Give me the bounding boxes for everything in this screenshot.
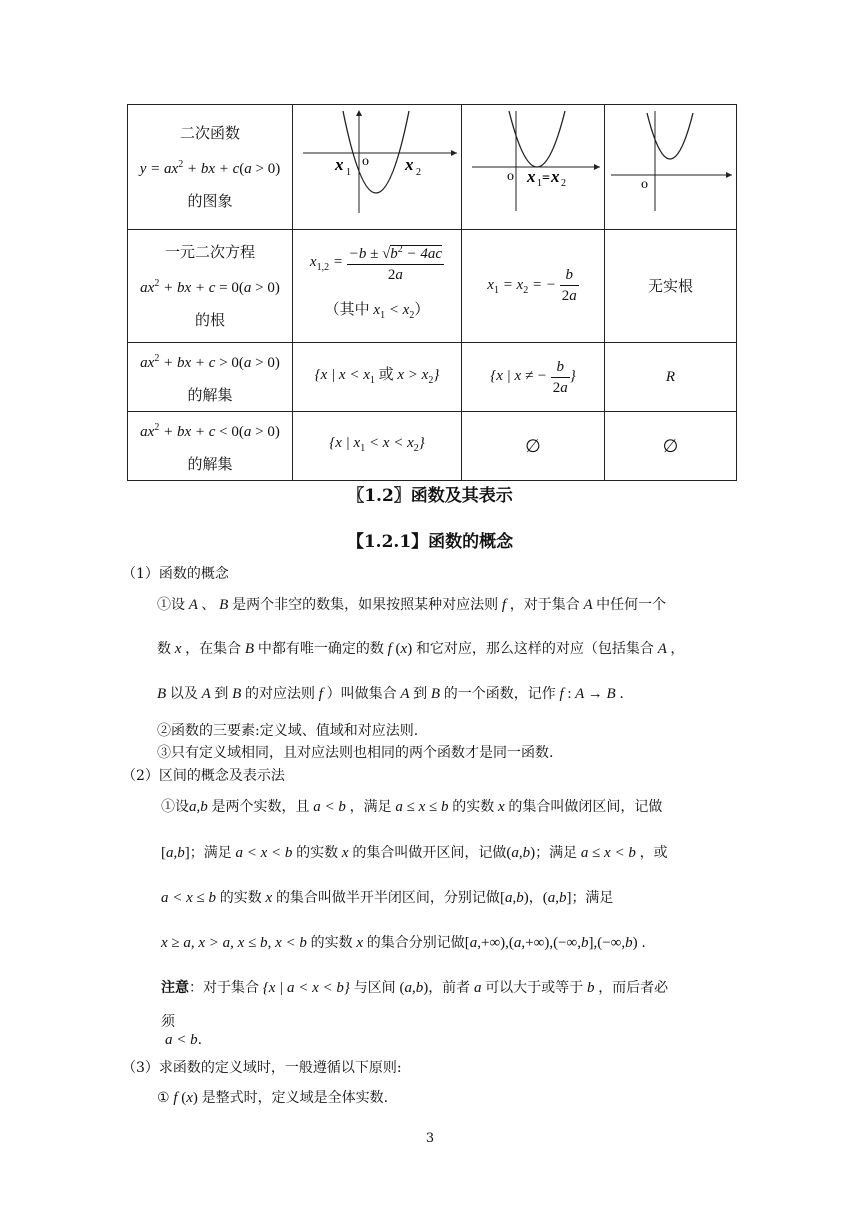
text: 可以大于或等于 bbox=[485, 980, 584, 996]
label-x2: x bbox=[405, 155, 414, 174]
text: ， bbox=[670, 641, 685, 657]
row-label-equation bbox=[128, 230, 293, 343]
text: 到 bbox=[413, 686, 428, 702]
s1-para-line2: 数 x ，在集合 B 中都有唯一确定的数 f (x) 和它对应，那么这样的对应（包括集合 A ， bbox=[157, 641, 685, 657]
note-suffix: ） bbox=[414, 300, 430, 318]
label-x1: x bbox=[527, 167, 536, 186]
function-formula: $y = ax^2$ + bx + c(a > 0) bbox=[139, 159, 281, 177]
double-root-formula: $x_1 = x_2$ = − $\frac{b}{2a}$ bbox=[487, 267, 577, 305]
s1-para-line4: ②函数的三要素:定义域、值域和对应法则. bbox=[157, 723, 419, 739]
text: ① bbox=[157, 1090, 170, 1106]
less-no-root: ∅ bbox=[605, 412, 737, 481]
label-x1-sub: 1 bbox=[346, 167, 351, 178]
label-origin: o bbox=[507, 169, 514, 184]
text: 的实数 bbox=[219, 890, 262, 906]
subsection-heading: 【1.2.1】函数的概念 bbox=[346, 532, 514, 552]
text: 与区间 bbox=[353, 980, 396, 996]
s2-line2: [a,b]；满足 a < x < b 的实数 x 的集合叫做开区间，记做(a,b)；满足 a ≤ x < b ，或 bbox=[161, 845, 668, 861]
text: 的集合叫做开区间，记做 bbox=[352, 845, 507, 861]
note-label: 注意 bbox=[161, 980, 189, 996]
table-row-graphs bbox=[128, 105, 737, 230]
quadratic-table bbox=[127, 104, 737, 481]
text: ，在集合 bbox=[185, 641, 242, 657]
text: ：对于集合 bbox=[189, 980, 259, 996]
text: 以及 bbox=[169, 686, 198, 702]
greater-one-root: {x | x ≠ − $\frac{b}{2a}$ } bbox=[462, 343, 605, 412]
row-label-greater bbox=[128, 343, 293, 412]
label-line: 的解集 bbox=[187, 386, 233, 404]
label-x2: x bbox=[551, 167, 560, 186]
inequality-greater: $ax^2$ + bx + c > 0(a > 0) bbox=[140, 353, 280, 371]
roots-note: （其中 $x_1 < x_2$） bbox=[324, 300, 430, 321]
less-one-root: ∅ bbox=[462, 412, 605, 481]
label-eq: = bbox=[542, 171, 550, 186]
label-line: 的图象 bbox=[187, 192, 233, 210]
text: ，而后者必 bbox=[598, 980, 669, 996]
text: . bbox=[619, 686, 624, 702]
s2-note: 注意：对于集合 {x | a < x < b} 与区间 (a,b)，前者 a 可以大于或等于 b ，而后者必 bbox=[161, 980, 669, 996]
quadratic-formula: $x_{1,2}$ = $\frac{-b \pm √b^2 - 4ac}{2a}$ bbox=[293, 240, 461, 285]
text: ，前者 bbox=[428, 980, 471, 996]
text: ①设 bbox=[161, 799, 189, 815]
parabola-one-root-svg bbox=[462, 105, 604, 218]
graph-no-root bbox=[605, 105, 737, 230]
text: ；满足 bbox=[571, 890, 614, 906]
label-x2-sub: 2 bbox=[561, 178, 566, 189]
parabola-no-root-svg bbox=[605, 105, 736, 218]
s2-line3: a < x ≤ b 的实数 x 的集合叫做半开半闭区间，分别记做[a,b)，(a,b]；满足 bbox=[161, 890, 614, 906]
or-word: 或 bbox=[378, 364, 394, 383]
table-row-less bbox=[128, 412, 737, 481]
label-line: 的根 bbox=[194, 311, 225, 329]
text: 中都有唯一确定的数 bbox=[257, 641, 384, 657]
s3-title: （3）求函数的定义域时，一般遵循以下原则: bbox=[122, 1060, 402, 1076]
s1-para-line1: ①设 A 、 B 是两个非空的数集，如果按照某种对应法则 f ，对于集合 A 中任何一个 bbox=[157, 597, 667, 613]
text: ，满足 bbox=[349, 799, 392, 815]
text: . bbox=[197, 1032, 203, 1048]
text: 中任何一个 bbox=[596, 597, 667, 613]
text: 的集合叫做闭区间，记做 bbox=[508, 799, 663, 815]
text: 的集合叫做半开半闭区间，分别记做 bbox=[275, 890, 500, 906]
text: ，对于集合 bbox=[509, 597, 580, 613]
section-heading: 〖1.2〗函数及其表示 bbox=[347, 486, 513, 506]
s1-para-line3: B 以及 A 到 B 的对应法则 f ）叫做集合 A 到 B 的一个函数，记作 f : A → B . bbox=[157, 686, 624, 702]
text: 是两个实数，且 bbox=[211, 799, 310, 815]
text: 数 bbox=[157, 641, 171, 657]
double-root-cell bbox=[462, 230, 605, 343]
greater-two-roots: {x | $x < x_1$ 或 $x > x_2$} bbox=[293, 343, 462, 412]
text: ， bbox=[528, 890, 543, 906]
table-row-roots bbox=[128, 230, 737, 343]
label-line: 的解集 bbox=[187, 455, 233, 473]
s2-title: （2）区间的概念及表示法 bbox=[122, 768, 285, 784]
text: ）叫做集合 bbox=[326, 686, 397, 702]
less-two-roots: {x | $x_1 < x < x_2$} bbox=[293, 412, 462, 481]
row-label-function bbox=[128, 105, 293, 230]
inequality-less: $ax^2$ + bx + c < 0(a > 0) bbox=[140, 422, 280, 440]
text: 的对应法则 bbox=[245, 686, 315, 702]
graph-two-roots bbox=[293, 105, 462, 230]
text: ①设 bbox=[157, 597, 185, 613]
table-row-greater bbox=[128, 343, 737, 412]
text: 和它对应，那么这样的对应（包括集合 bbox=[415, 641, 654, 657]
label-x1-sub: 1 bbox=[537, 178, 542, 189]
text: 的实数 bbox=[452, 799, 495, 815]
page-number: 3 bbox=[425, 1131, 435, 1146]
text: ；满足 bbox=[189, 845, 232, 861]
text: ，或 bbox=[639, 845, 668, 861]
text: 到 bbox=[214, 686, 229, 702]
text: 的集合分别记做 bbox=[366, 935, 465, 951]
text: 是两个非空的数集，如果按照某种对应法则 bbox=[232, 597, 499, 613]
label-line: 一元二次方程 bbox=[164, 243, 255, 261]
no-root-cell: 无实根 bbox=[605, 230, 737, 343]
text: 的实数 bbox=[296, 845, 339, 861]
s1-title: （1）函数的概念 bbox=[122, 566, 229, 582]
graph-one-root bbox=[462, 105, 605, 230]
s2-note-end: a < b. bbox=[165, 1032, 203, 1048]
text: . bbox=[641, 935, 646, 951]
note-prefix: （其中 bbox=[324, 300, 370, 318]
label-origin: o bbox=[362, 154, 369, 169]
text: 、 bbox=[201, 597, 216, 613]
text: 的实数 bbox=[310, 935, 353, 951]
parabola-two-roots-svg bbox=[293, 105, 461, 218]
roots-formula-cell bbox=[293, 230, 462, 343]
s2-note-cont: 须 bbox=[161, 1014, 175, 1030]
label-x1: x bbox=[335, 155, 344, 174]
equation-formula: $ax^2$ + bx + c = 0(a > 0) bbox=[140, 278, 280, 296]
text: ；满足 bbox=[535, 845, 578, 861]
label-origin: o bbox=[641, 177, 648, 192]
label-line: 二次函数 bbox=[179, 124, 240, 142]
s3-line1: ① f (x) 是整式时，定义域是全体实数. bbox=[157, 1090, 389, 1106]
row-label-less bbox=[128, 412, 293, 481]
greater-no-root: R bbox=[605, 343, 737, 412]
text: 的一个函数，记作 bbox=[443, 686, 556, 702]
s2-line4: x ≥ a, x > a, x ≤ b, x < b 的实数 x 的集合分别记做[a,+∞),(a,+∞),(−∞,b],(−∞,b) . bbox=[161, 935, 646, 951]
label-x2-sub: 2 bbox=[416, 167, 421, 178]
s1-para-line5: ③只有定义域相同，且对应法则也相同的两个函数才是同一函数. bbox=[157, 745, 554, 761]
text: 是整式时，定义域是全体实数. bbox=[201, 1090, 389, 1106]
s2-line1: ①设a,b 是两个实数，且 a < b ，满足 a ≤ x ≤ b 的实数 x 的集合叫做闭区间，记做 bbox=[161, 799, 663, 815]
